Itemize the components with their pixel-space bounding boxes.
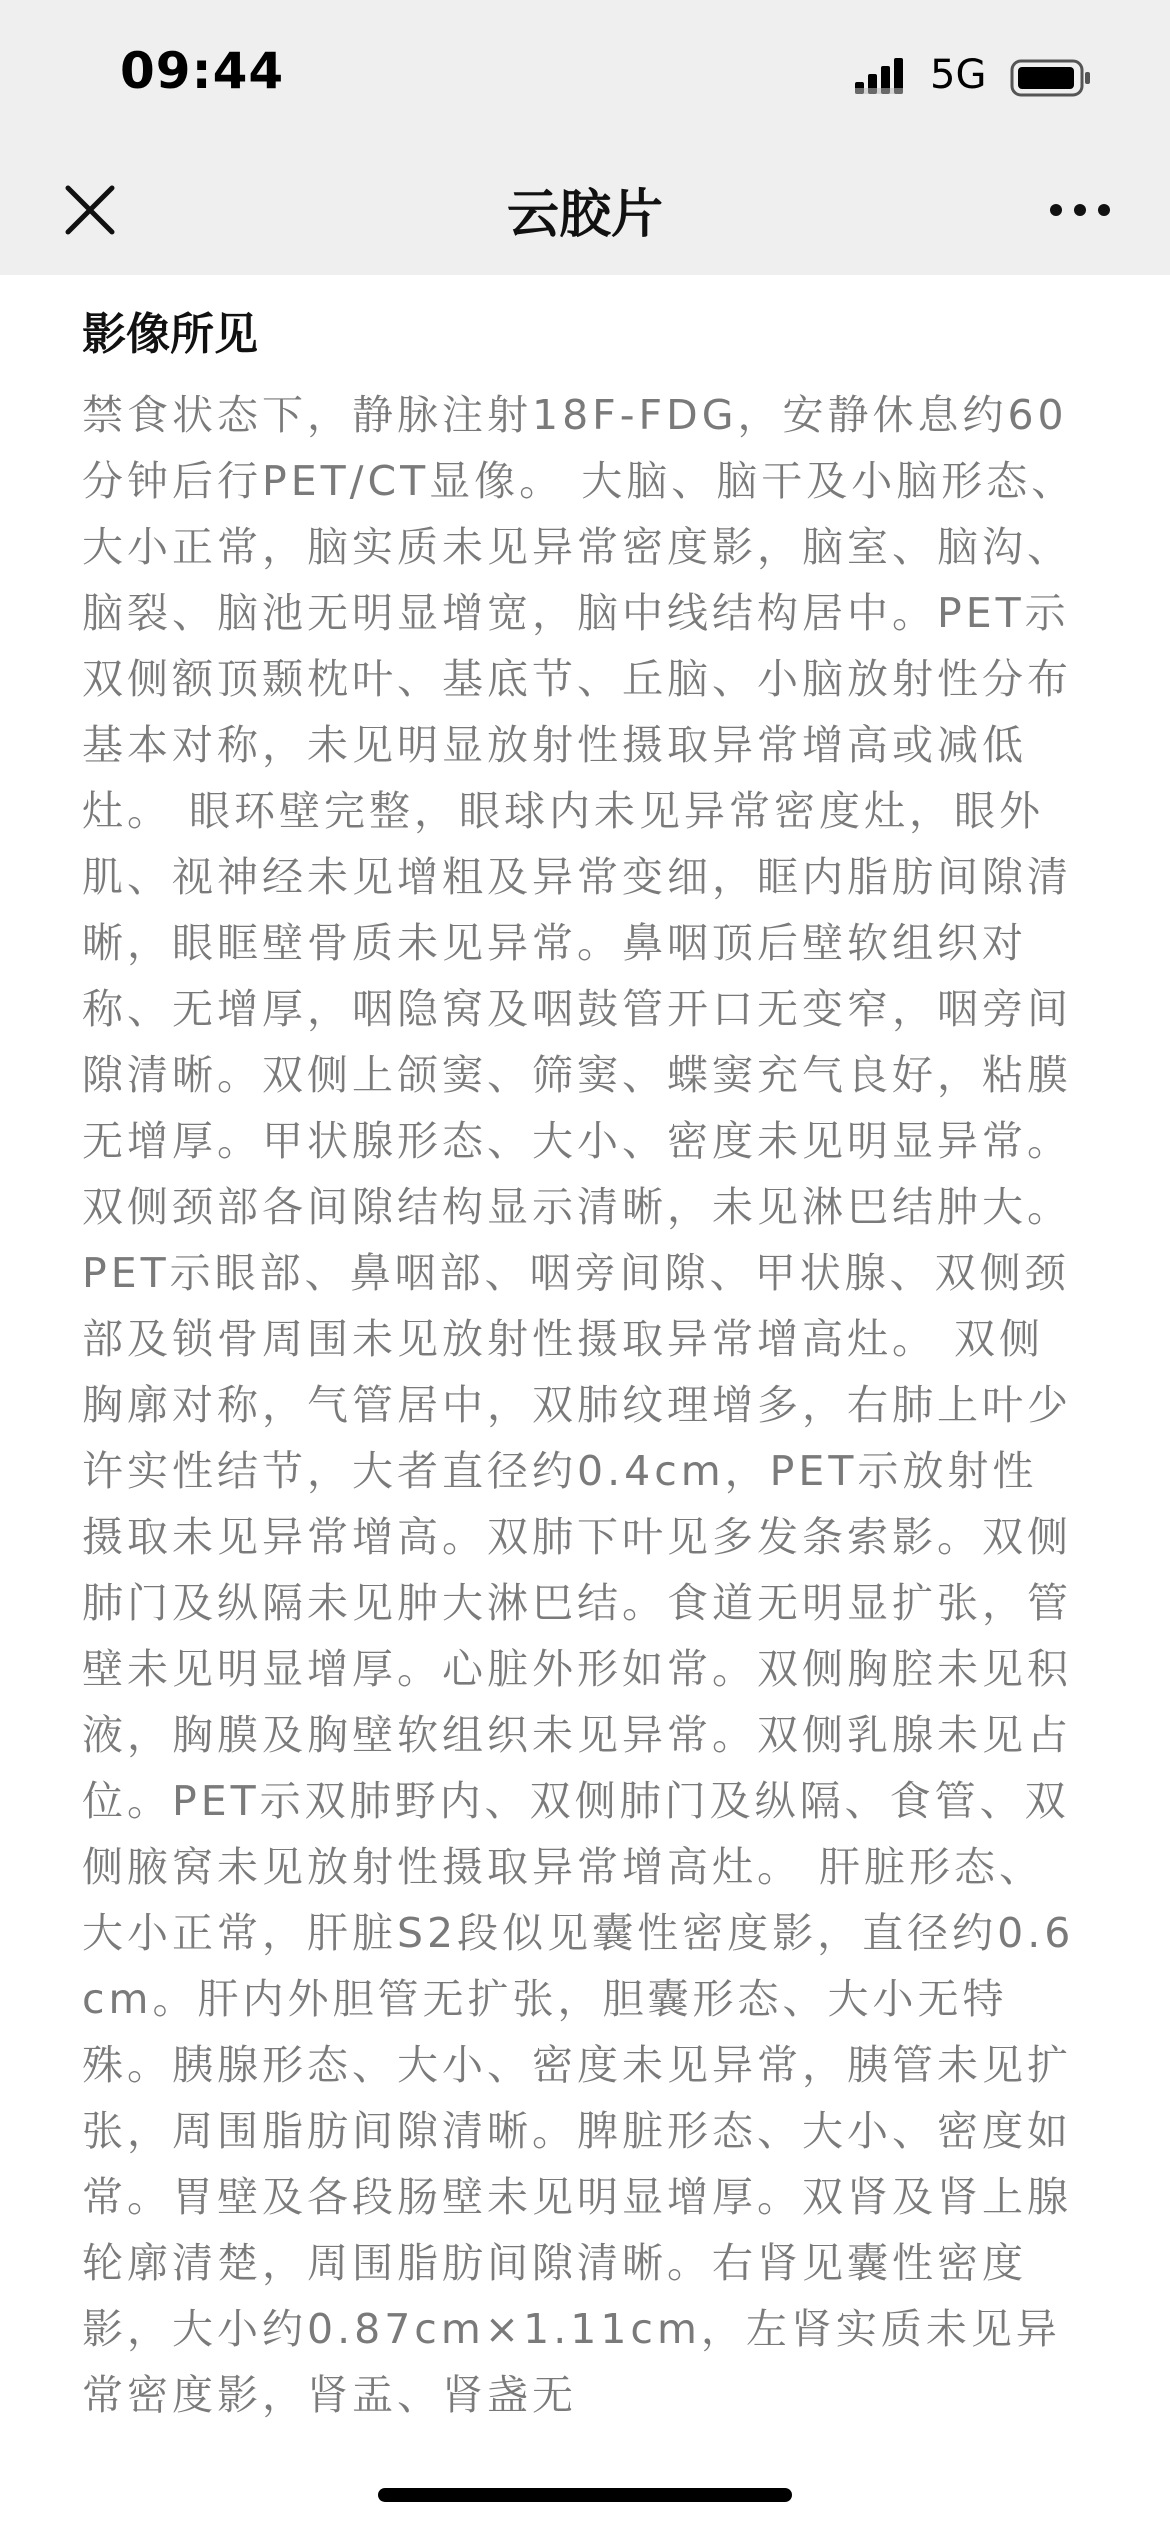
nav-bar bbox=[0, 150, 1170, 275]
battery-icon bbox=[1010, 58, 1092, 98]
page-title: 云胶片 bbox=[506, 185, 663, 245]
more-button[interactable] bbox=[1040, 175, 1120, 245]
status-time: 09:44 bbox=[120, 42, 285, 100]
report-content bbox=[82, 300, 1082, 2428]
findings-text: 禁食状态下，静脉注射18F-FDG，安静休息约60分钟后行PET/CT显像。 大脑、脑干及小脑形态、大小正常，脑实质未见异常密度影，脑室、脑沟、脑裂、脑池无明显增宽，脑中线结构居中。PET示双侧额顶颞枕叶、基底节、丘脑、小脑放射性分布基本对称，未见明显放射性摄取异常增高或减低灶。 眼环壁完整，眼球内未见异常密度灶，眼外肌、视神经未见增粗及异常变细，眶内脂肪间隙清晰，眼眶壁骨质未见异常。鼻咽顶后壁软组织对称、无增厚，咽隐窝及咽鼓管开口无变窄，咽旁间隙清晰。双侧上颌窦、筛窦、蝶窦充气良好，粘膜无增厚。甲状腺形态、大小、密度未见明显异常。双侧颈部各间隙结构显示清晰，未见淋巴结肿大。PET示眼部、鼻咽部、咽旁间隙、甲状腺、双侧颈部及锁骨周围未见放射性摄取异常增高灶。 双侧胸廓对称，气管居中，双肺纹理增多，右肺上叶少许实性结节，大者直径约0.4cm，PET示放射性摄取未见异常增高。双肺下叶见多发条索影。双侧肺门及纵隔未见肿大淋巴结。食道无明显扩张，管壁未见明显增厚。心脏外形如常。双侧胸腔未见积液，胸膜及胸壁软组织未见异常。双侧乳腺未见占位。PET示双肺野内、双侧肺门及纵隔、食管、双侧腋窝未见放射性摄取异常增高灶。 肝脏形态、大小正常，肝脏S2段似见囊性密度影，直径约0.6cm。肝内外胆管无扩张，胆囊形态、大小无特殊。胰腺形态、大小、密度未见异常，胰管未见扩张，周围脂肪间隙清晰。脾脏形态、大小、密度如常。胃壁及各段肠壁未见明显增厚。双肾及肾上腺轮廓清楚，周围脂肪间隙清晰。右肾见囊性密度影，大小约0.87cm×1.11cm，左肾实质未见异常密度影，肾盂、肾盏无 bbox=[82, 391, 1077, 2419]
network-label: 5G bbox=[930, 52, 987, 98]
signal-icon bbox=[855, 58, 915, 96]
home-indicator[interactable] bbox=[378, 2488, 792, 2502]
more-icon bbox=[1048, 202, 1112, 218]
section-title: 影像所见 bbox=[82, 309, 258, 360]
status-bar bbox=[0, 0, 1170, 150]
